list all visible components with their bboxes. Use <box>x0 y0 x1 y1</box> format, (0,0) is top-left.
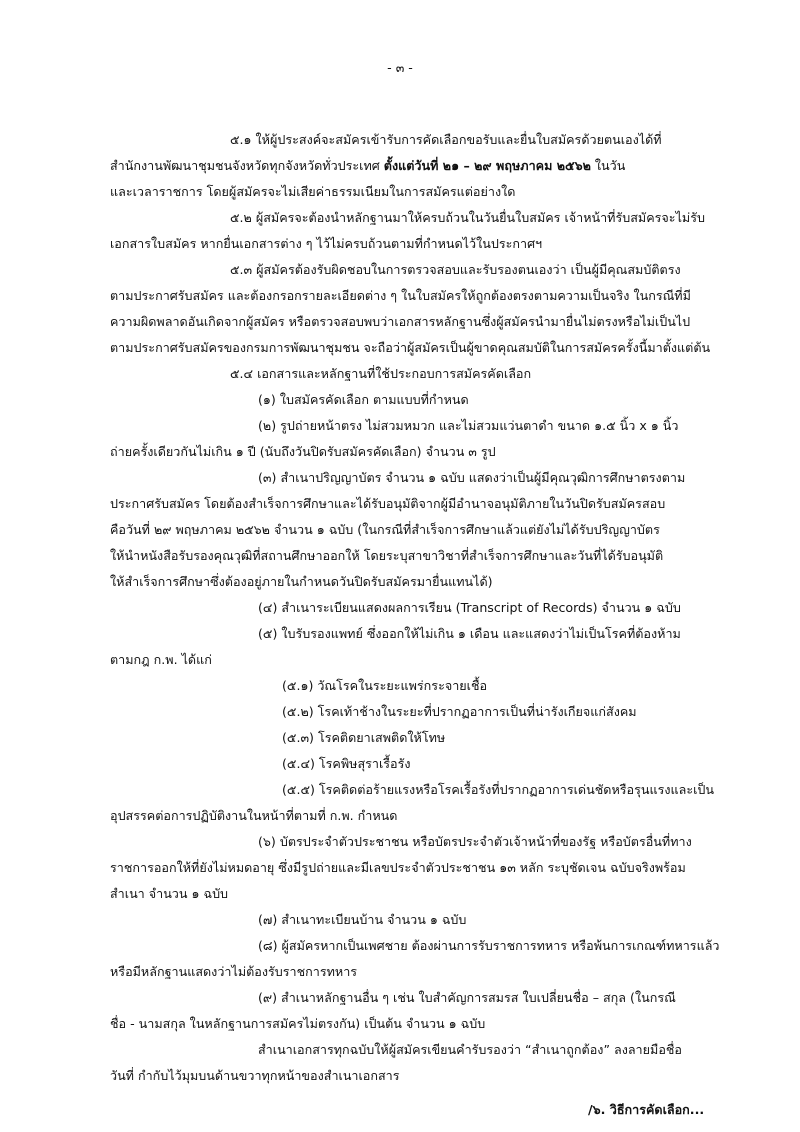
sec-5-1-line-3: และเวลาราชการ โดยผู้สมัครจะไม่เสียค่าธรรมเนียมในการสมัครแต่อย่างใด <box>110 184 516 199</box>
sub-item-5-1: (๕.๑) วัณโรคในระยะแพร่กระจายเชื้อ <box>282 678 488 693</box>
sec-5-1-line-2-post: ในวัน <box>590 158 626 173</box>
sec-5-3-line-1: ๕.๓ ผู้สมัครต้องรับผิดชอบในการตรวจสอบและรับรองตนเองว่า เป็นผู้มีคุณสมบัติตรง <box>230 262 681 277</box>
sub-item-5-4: (๕.๔) โรคพิษสุราเรื้อรัง <box>282 756 411 771</box>
item-5-line-1: (๕) ใบรับรองแพทย์ ซึ่งออกให้ไม่เกิน ๑ เดือน และแสดงว่าไม่เป็นโรคที่ต้องห้าม <box>258 626 681 641</box>
item-2-line-1: (๒) รูปถ่ายหน้าตรง ไม่สวมหมวก และไม่สวมแว่นตาดำ ขนาด ๑.๕ นิ้ว x ๑ นิ้ว <box>258 418 679 433</box>
item-3-line-5: ให้สำเร็จการศึกษาซึ่งต้องอยู่ภายในกำหนดวันปิดรับสมัครมายื่นแทนได้) <box>110 574 493 589</box>
continuation-footer: /๖. วิธีการคัดเลือก... <box>588 1102 705 1117</box>
item-9-line-2: ชื่อ - นามสกุล ในหลักฐานการสมัครไม่ตรงกัน) เป็นต้น จำนวน ๑ ฉบับ <box>110 1016 486 1031</box>
sec-5-2-line-1: ๕.๒ ผู้สมัครจะต้องนำหลักฐานมาให้ครบถ้วนในวันยื่นใบสมัคร เจ้าหน้าที่รับสมัครจะไม่รับ <box>230 210 705 225</box>
item-9-line-1: (๙) สำเนาหลักฐานอื่น ๆ เช่น ใบสำคัญการสมรส ใบเปลี่ยนชื่อ – สกุล (ในกรณี <box>258 990 676 1005</box>
item-8-line-1: (๘) ผู้สมัครหากเป็นเพศชาย ต้องผ่านการรับราชการทหาร หรือพ้นการเกณฑ์ทหารแล้ว <box>258 938 720 953</box>
item-3-line-3: คือวันที่ ๒๙ พฤษภาคม ๒๕๖๒ จำนวน ๑ ฉบับ (ในกรณีที่สำเร็จการศึกษาแล้วแต่ยังไม่ได้รับปริญญาบัตร <box>110 522 660 537</box>
sec-5-2-line-2: เอกสารใบสมัคร หากยื่นเอกสารต่าง ๆ ไว้ไม่ครบถ้วนตามที่กำหนดไว้ในประกาศฯ <box>110 236 543 251</box>
item-2-line-2: ถ่ายครั้งเดียวกันไม่เกิน ๑ ปี (นับถึงวันปิดรับสมัครคัดเลือก) จำนวน ๓ รูป <box>110 444 496 459</box>
item-5-line-2: ตามกฎ ก.พ. ได้แก่ <box>110 652 212 667</box>
item-1: (๑) ใบสมัครคัดเลือก ตามแบบที่กำหนด <box>258 392 469 407</box>
certification-line-1: สำเนาเอกสารทุกฉบับให้ผู้สมัครเขียนคำรับรองว่า “สำเนาถูกต้อง” ลงลายมือชื่อ <box>258 1042 682 1057</box>
item-3-line-2: ประกาศรับสมัคร โดยต้องสำเร็จการศึกษาและได้รับอนุมัติจากผู้มีอำนาจอนุมัติภายในวันปิดรับสมัครสอบ <box>110 496 666 511</box>
item-6-line-1: (๖) บัตรประจำตัวประชาชน หรือบัตรประจำตัวเจ้าหน้าที่ของรัฐ หรือบัตรอื่นที่ทาง <box>258 834 692 849</box>
sec-5-1-line-1: ๕.๑ ให้ผู้ประสงค์จะสมัครเข้ารับการคัดเลือกขอรับและยื่นใบสมัครด้วยตนเองได้ที่ <box>230 132 662 147</box>
item-6-line-3: สำเนา จำนวน ๑ ฉบับ <box>110 886 229 901</box>
sec-5-3-line-2: ตามประกาศรับสมัคร และต้องกรอกรายละเอียดต่าง ๆ ในใบสมัครให้ถูกต้องตรงตามความเป็นจริง ในกรณีที่มี <box>110 288 691 303</box>
item-4: (๔) สำเนาระเบียนแสดงผลการเรียน (Transcript of Records) จำนวน ๑ ฉบับ <box>258 600 681 615</box>
certification-line-2: วันที่ กำกับไว้มุมบนด้านขวาทุกหน้าของสำเนาเอกสาร <box>110 1068 400 1083</box>
item-7: (๗) สำเนาทะเบียนบ้าน จำนวน ๑ ฉบับ <box>258 912 467 927</box>
item-3-line-4: ให้นำหนังสือรับรองคุณวุฒิที่สถานศึกษาออกให้ โดยระบุสาขาวิชาที่สำเร็จการศึกษาและวันที่ได้รับอนุมัติ <box>110 548 664 563</box>
sub-item-5-2: (๕.๒) โรคเท้าช้างในระยะที่ปรากฏอาการเป็นที่น่ารังเกียจแก่สังคม <box>282 704 637 719</box>
sub-item-5-3: (๕.๓) โรคติดยาเสพติดให้โทษ <box>282 730 446 745</box>
sec-5-1-line-2 <box>110 156 625 176</box>
sub-item-5-5-line-1: (๕.๕) โรคติดต่อร้ายแรงหรือโรคเรื้อรังที่ปรากฏอาการเด่นชัดหรือรุนแรงและเป็น <box>282 782 714 797</box>
sec-5-1-line-2-pre: สำนักงานพัฒนาชุมชนจังหวัดทุกจังหวัดทั่วประเทศ <box>110 158 384 173</box>
item-6-line-2: ราชการออกให้ที่ยังไม่หมดอายุ ซึ่งมีรูปถ่ายและมีเลขประจำตัวประชาชน ๑๓ หลัก ระบุชัดเจน ฉบับจริงพร้อม <box>110 860 686 875</box>
sec-5-3-line-3: ความผิดพลาดอันเกิดจากผู้สมัคร หรือตรวจสอบพบว่าเอกสารหลักฐานซึ่งผู้สมัครนำมายื่นไม่ตรงหรือไม่เป็นไป <box>110 314 691 329</box>
page-number: - ๓ - <box>387 60 413 75</box>
sec-5-4-heading: ๕.๔ เอกสารและหลักฐานที่ใช้ประกอบการสมัครคัดเลือก <box>230 366 532 381</box>
application-period: ตั้งแต่วันที่ ๒๑ – ๒๙ พฤษภาคม ๒๕๖๒ <box>383 158 591 173</box>
sub-item-5-5-line-2: อุปสรรคต่อการปฏิบัติงานในหน้าที่ตามที่ ก.พ. กำหนด <box>110 808 398 823</box>
sec-5-3-line-4: ตามประกาศรับสมัครของกรมการพัฒนาชุมชน จะถือว่าผู้สมัครเป็นผู้ขาดคุณสมบัติในการสมัครครั้งนี้มาตั้งแต่ต้น <box>110 340 711 355</box>
item-8-line-2: หรือมีหลักฐานแสดงว่าไม่ต้องรับราชการทหาร <box>110 964 358 979</box>
item-3-line-1: (๓) สำเนาปริญญาบัตร จำนวน ๑ ฉบับ แสดงว่าเป็นผู้มีคุณวุฒิการศึกษาตรงตาม <box>258 470 686 485</box>
